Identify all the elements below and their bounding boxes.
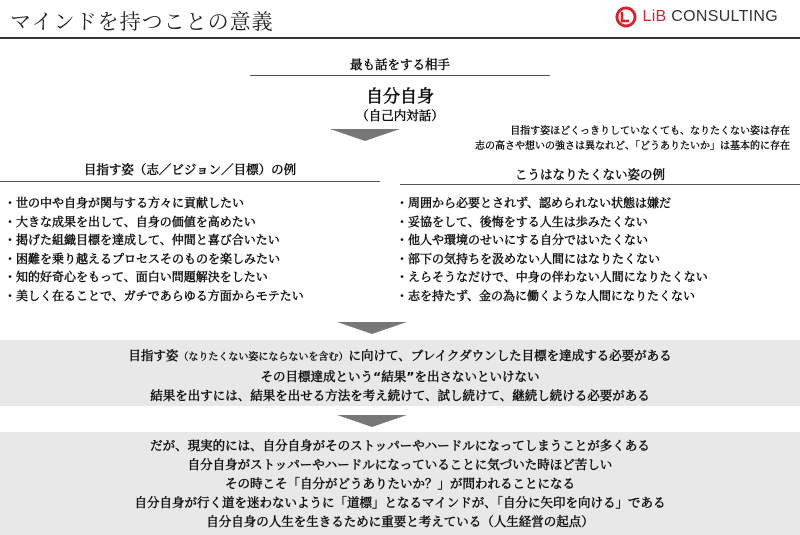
down-arrow-icon bbox=[330, 129, 400, 141]
box2-line: その時こそ「自分がどうありたいか？」が問われることになる bbox=[224, 476, 575, 491]
box2-line: だが、現実的には、自分自身がそのストッパーやハードルになってしまうことが多くある bbox=[150, 438, 650, 453]
list-item: ・他人や環境のせいにする自分ではいたくない bbox=[396, 233, 649, 247]
list-item: ・美しく在ることで、ガチであらゆる方面からモテたい bbox=[4, 288, 304, 303]
box1-line-1-end: に向けて、ブレイクダウンした目標を達成する必要がある bbox=[348, 348, 672, 363]
box1-line-3: 結果を出すには、結果を出せる方法を考え続けて、試し続けて、継続し続ける必要がある bbox=[150, 388, 650, 403]
down-arrow-icon bbox=[337, 322, 407, 334]
conclusion-box-2 bbox=[0, 432, 800, 535]
box1-line-2: その目標達成という“結果”を出さないといけない bbox=[260, 369, 540, 384]
page-title: マインドを持つことの意義 bbox=[10, 10, 274, 34]
logo-text bbox=[643, 8, 779, 26]
box1-line-1-start: 目指す姿 bbox=[128, 348, 179, 363]
box2-line: 自分自身がストッパーやハードルになっていることに気づいた時ほど苦しい bbox=[187, 457, 613, 472]
top-label: 最も話をする相手 bbox=[349, 57, 450, 72]
list-item: ・困難を乗り越えるプロセスそのものを楽しみたい bbox=[4, 251, 281, 266]
side-note-line-1: 目指す姿ほどくっきりしていなくても、なりたくない姿は存在 bbox=[510, 126, 790, 137]
box1-line-1 bbox=[0, 346, 800, 367]
list-item: ・掲げた組織目標を達成して、仲間と喜び合いたい bbox=[4, 233, 280, 247]
box2-line: 自分自身の人生を生きるために重要と考えている（人生経営の起点） bbox=[206, 514, 594, 529]
left-column-heading: 目指す姿（志／ビジョン／目標）の例 bbox=[83, 162, 297, 177]
right-column-heading: こうはなりたくない姿の例 bbox=[514, 167, 665, 182]
list-item: ・妥協をして、後悔をする人生は歩みたくない bbox=[396, 214, 648, 229]
left-column-list bbox=[4, 194, 304, 305]
list-item: ・周囲から必要とされず、認められない状態は嫌だ bbox=[396, 196, 672, 210]
list-item: ・大きな成果を出して、自身の価値を高めたい bbox=[4, 214, 256, 229]
list-item: ・世の中や自身が関与する方々に貢献したい bbox=[4, 196, 245, 210]
company-logo bbox=[615, 6, 779, 28]
logo-suffix: CONSULTING bbox=[671, 8, 778, 25]
logo-prefix: LiB bbox=[642, 8, 667, 25]
title-divider bbox=[0, 37, 800, 39]
main-subheading: （自己内対話） bbox=[356, 108, 444, 123]
down-arrow-icon bbox=[337, 415, 407, 427]
side-note bbox=[475, 124, 790, 154]
right-column-list bbox=[396, 194, 708, 305]
top-label-rule bbox=[250, 75, 550, 76]
list-item: ・えらそうなだけで、中身の伴わない人間になりたくない bbox=[396, 270, 708, 284]
left-column-rule bbox=[0, 181, 380, 182]
conclusion-box-1 bbox=[0, 340, 800, 406]
main-heading: 自分自身 bbox=[366, 87, 434, 107]
list-item: ・知的好奇心をもって、面白い問題解決をしたい bbox=[4, 270, 268, 284]
side-note-line-2: 志の高さや想いの強さは異なれど、「どうありたいか」は基本的に存在 bbox=[475, 141, 790, 152]
list-item: ・部下の気持ちを汲めない人間にはなりたくない bbox=[396, 251, 661, 266]
list-item: ・志を持たず、金の為に働くような人間になりたくない bbox=[396, 288, 696, 303]
lib-logo-icon bbox=[615, 6, 637, 28]
box2-line: 自分自身が行く道を迷わないように「道標」となるマインドが、「自分に矢印を向ける」である bbox=[134, 495, 666, 510]
box1-line-1-note: （なりたくない姿にならないを含む） bbox=[178, 352, 349, 363]
right-column-rule bbox=[400, 184, 800, 185]
